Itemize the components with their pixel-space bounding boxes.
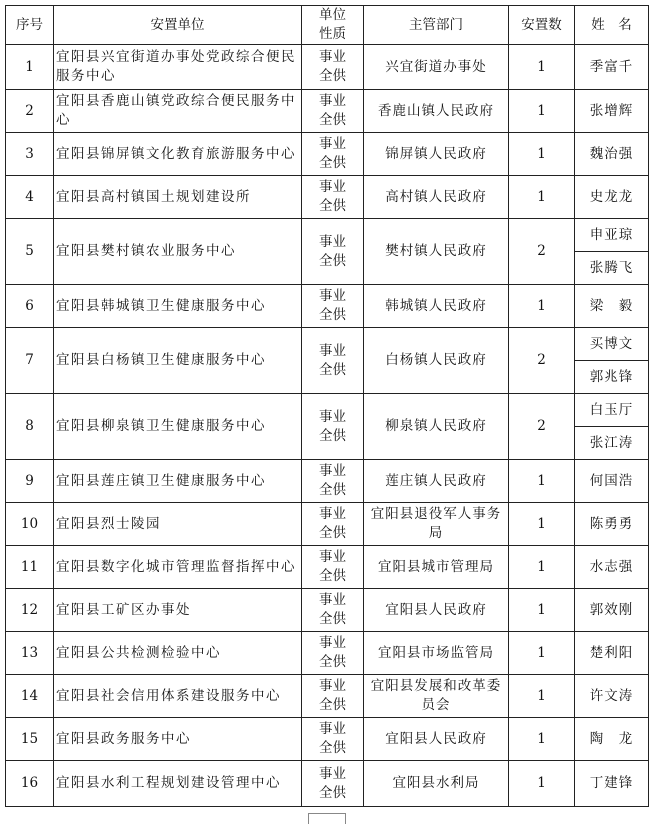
row-count: 2 — [509, 328, 575, 394]
row-nature: 事业 全供 — [302, 285, 364, 328]
row-seq: 14 — [6, 675, 54, 718]
row-person-name: 申亚琼 — [575, 219, 649, 252]
row-count: 1 — [509, 718, 575, 761]
row-unit: 宜阳县数字化城市管理监督指挥中心 — [54, 546, 302, 589]
table-row — [6, 460, 649, 503]
row-person-name: 丁建锋 — [575, 761, 649, 807]
row-dept: 宜阳县城市管理局 — [364, 546, 509, 589]
row-nature: 事业 全供 — [302, 675, 364, 718]
row-dept: 宜阳县发展和改革委员会 — [364, 675, 509, 718]
table-row — [6, 176, 649, 219]
row-seq: 12 — [6, 589, 54, 632]
row-nature: 事业 全供 — [302, 45, 364, 90]
table-row — [6, 45, 649, 90]
row-count: 1 — [509, 632, 575, 675]
table-row — [6, 632, 649, 675]
row-nature: 事业 全供 — [302, 503, 364, 546]
row-dept: 兴宜街道办事处 — [364, 45, 509, 90]
row-seq: 2 — [6, 90, 54, 133]
table-row — [6, 546, 649, 589]
row-seq: 8 — [6, 394, 54, 460]
header-name: 姓 名 — [575, 6, 649, 45]
row-person-name: 白玉厅 — [575, 394, 649, 427]
row-count: 1 — [509, 45, 575, 90]
row-person-name: 张江涛 — [575, 427, 649, 460]
row-seq: 16 — [6, 761, 54, 807]
row-dept: 白杨镇人民政府 — [364, 328, 509, 394]
row-count: 1 — [509, 589, 575, 632]
row-person-name: 郭兆锋 — [575, 361, 649, 394]
table-row — [6, 133, 649, 176]
row-unit: 宜阳县兴宜街道办事处党政综合便民服务中心 — [54, 45, 302, 90]
row-seq: 4 — [6, 176, 54, 219]
row-seq: 13 — [6, 632, 54, 675]
table-row — [6, 285, 649, 328]
row-seq: 11 — [6, 546, 54, 589]
row-nature: 事业 全供 — [302, 589, 364, 632]
row-person-name: 魏治强 — [575, 133, 649, 176]
table-row — [6, 718, 649, 761]
row-unit: 宜阳县韩城镇卫生健康服务中心 — [54, 285, 302, 328]
row-unit: 宜阳县水利工程规划建设管理中心 — [54, 761, 302, 807]
row-person-name: 何国浩 — [575, 460, 649, 503]
row-seq: 7 — [6, 328, 54, 394]
placement-table — [5, 5, 649, 807]
row-unit: 宜阳县工矿区办事处 — [54, 589, 302, 632]
row-person-name: 水志强 — [575, 546, 649, 589]
header-nature: 单位 性质 — [302, 6, 364, 45]
row-unit: 宜阳县公共检测检验中心 — [54, 632, 302, 675]
row-unit: 宜阳县社会信用体系建设服务中心 — [54, 675, 302, 718]
row-unit: 宜阳县烈士陵园 — [54, 503, 302, 546]
row-person-name: 季富千 — [575, 45, 649, 90]
row-dept: 莲庄镇人民政府 — [364, 460, 509, 503]
table-row — [6, 219, 649, 252]
row-person-name: 张腾飞 — [575, 252, 649, 285]
row-unit: 宜阳县香鹿山镇党政综合便民服务中心 — [54, 90, 302, 133]
row-dept: 宜阳县人民政府 — [364, 589, 509, 632]
row-person-name: 陶 龙 — [575, 718, 649, 761]
header-unit: 安置单位 — [54, 6, 302, 45]
row-nature: 事业 全供 — [302, 219, 364, 285]
row-count: 2 — [509, 394, 575, 460]
row-nature: 事业 全供 — [302, 394, 364, 460]
row-dept: 樊村镇人民政府 — [364, 219, 509, 285]
row-unit: 宜阳县白杨镇卫生健康服务中心 — [54, 328, 302, 394]
row-person-name: 梁 毅 — [575, 285, 649, 328]
row-seq: 9 — [6, 460, 54, 503]
row-count: 1 — [509, 503, 575, 546]
row-dept: 宜阳县水利局 — [364, 761, 509, 807]
table-row — [6, 328, 649, 361]
row-person-name: 陈勇勇 — [575, 503, 649, 546]
row-nature: 事业 全供 — [302, 632, 364, 675]
row-unit: 宜阳县政务服务中心 — [54, 718, 302, 761]
row-person-name: 郭效刚 — [575, 589, 649, 632]
row-dept: 宜阳县市场监管局 — [364, 632, 509, 675]
row-dept: 宜阳县人民政府 — [364, 718, 509, 761]
row-count: 2 — [509, 219, 575, 285]
row-seq: 15 — [6, 718, 54, 761]
table-row — [6, 589, 649, 632]
row-unit: 宜阳县莲庄镇卫生健康服务中心 — [54, 460, 302, 503]
table-row — [6, 90, 649, 133]
header-dept: 主管部门 — [364, 6, 509, 45]
row-dept: 韩城镇人民政府 — [364, 285, 509, 328]
row-seq: 6 — [6, 285, 54, 328]
row-nature: 事业 全供 — [302, 133, 364, 176]
row-count: 1 — [509, 546, 575, 589]
row-unit: 宜阳县高村镇国土规划建设所 — [54, 176, 302, 219]
header-row — [6, 6, 649, 45]
row-nature: 事业 全供 — [302, 460, 364, 503]
row-unit: 宜阳县柳泉镇卫生健康服务中心 — [54, 394, 302, 460]
row-dept: 锦屏镇人民政府 — [364, 133, 509, 176]
row-count: 1 — [509, 285, 575, 328]
row-dept: 高村镇人民政府 — [364, 176, 509, 219]
header-seq: 序号 — [6, 6, 54, 45]
row-unit: 宜阳县锦屏镇文化教育旅游服务中心 — [54, 133, 302, 176]
row-nature: 事业 全供 — [302, 718, 364, 761]
row-count: 1 — [509, 90, 575, 133]
row-person-name: 史龙龙 — [575, 176, 649, 219]
table-body — [6, 45, 649, 807]
row-count: 1 — [509, 675, 575, 718]
row-seq: 1 — [6, 45, 54, 90]
row-dept: 宜阳县退役军人事务局 — [364, 503, 509, 546]
row-seq: 3 — [6, 133, 54, 176]
table-row — [6, 394, 649, 427]
row-count: 1 — [509, 176, 575, 219]
row-nature: 事业 全供 — [302, 90, 364, 133]
row-unit: 宜阳县樊村镇农业服务中心 — [54, 219, 302, 285]
row-nature: 事业 全供 — [302, 176, 364, 219]
row-count: 1 — [509, 460, 575, 503]
row-person-name: 张增辉 — [575, 90, 649, 133]
row-nature: 事业 全供 — [302, 328, 364, 394]
row-count: 1 — [509, 133, 575, 176]
row-nature: 事业 全供 — [302, 546, 364, 589]
row-person-name: 楚利阳 — [575, 632, 649, 675]
row-person-name: 买博文 — [575, 328, 649, 361]
row-seq: 5 — [6, 219, 54, 285]
row-seq: 10 — [6, 503, 54, 546]
row-count: 1 — [509, 761, 575, 807]
table-row — [6, 761, 649, 807]
table-row — [6, 675, 649, 718]
row-person-name: 许文涛 — [575, 675, 649, 718]
row-nature: 事业 全供 — [302, 761, 364, 807]
row-dept: 香鹿山镇人民政府 — [364, 90, 509, 133]
header-count: 安置数 — [509, 6, 575, 45]
table-row — [6, 503, 649, 546]
page-footer-mark — [308, 813, 346, 824]
row-dept: 柳泉镇人民政府 — [364, 394, 509, 460]
